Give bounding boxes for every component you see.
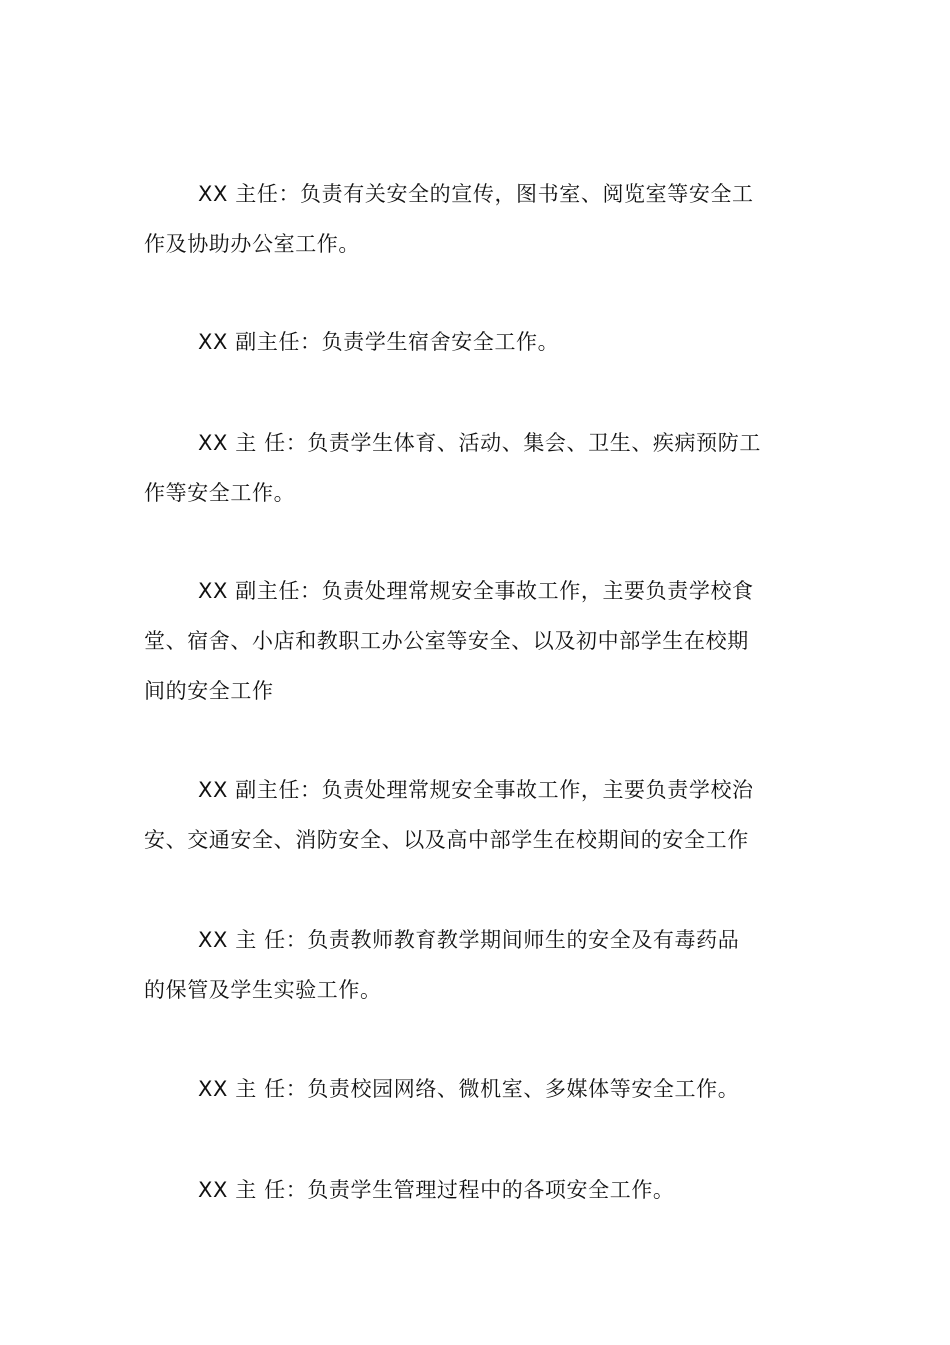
paragraph-line: XX 主 任：负责学生体育、活动、集会、卫生、疾病预防工: [198, 431, 761, 455]
paragraph-line: 作等安全工作。: [144, 481, 296, 505]
paragraph-line: XX 主 任：负责教师教育教学期间师生的安全及有毒药品: [198, 928, 740, 952]
paragraph-line: 安、交通安全、消防安全、以及高中部学生在校期间的安全工作: [144, 828, 749, 852]
paragraph-line: XX 主 任：负责校园网络、微机室、多媒体等安全工作。: [198, 1077, 740, 1101]
paragraph-line: 堂、宿舍、小店和教职工办公室等安全、以及初中部学生在校期: [144, 629, 749, 653]
paragraph-line: XX 主任：负责有关安全的宣传，图书室、阅览室等安全工: [198, 182, 754, 206]
paragraph-line: 作及协助办公室工作。: [144, 232, 360, 256]
paragraph-line: XX 副主任：负责学生宿舍安全工作。: [198, 330, 560, 354]
paragraph-line: XX 主 任：负责学生管理过程中的各项安全工作。: [198, 1178, 675, 1202]
paragraph-line: XX 副主任：负责处理常规安全事故工作，主要负责学校食: [198, 579, 754, 603]
paragraph-line: XX 副主任：负责处理常规安全事故工作，主要负责学校治: [198, 778, 754, 802]
paragraph-line: 间的安全工作: [144, 679, 274, 703]
paragraph-line: 的保管及学生实验工作。: [144, 978, 382, 1002]
